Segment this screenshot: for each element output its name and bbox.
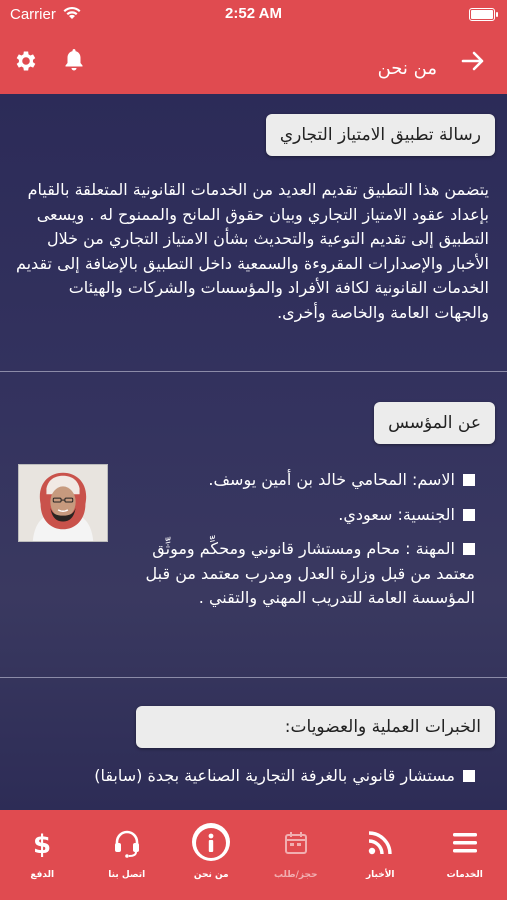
tab-label: حجز/طلب xyxy=(273,870,318,880)
tab-bar xyxy=(0,810,507,900)
nav-bar xyxy=(0,30,507,94)
tab-payment[interactable] xyxy=(0,810,85,900)
headset-icon xyxy=(112,828,142,858)
square-bullet-icon xyxy=(463,770,475,782)
square-bullet-icon xyxy=(463,543,475,555)
clock: 2:52 AM xyxy=(225,5,282,22)
bell-icon[interactable] xyxy=(62,47,86,73)
tab-about[interactable] xyxy=(169,810,254,900)
message-heading: رسالة تطبيق الامتياز التجاري xyxy=(266,114,495,156)
tab-label: الأخبار xyxy=(365,870,395,880)
menu-icon xyxy=(450,828,480,858)
list-item: الاسم: المحامي خالد بن أمين يوسف. xyxy=(125,468,475,493)
svg-text:$: $ xyxy=(33,830,52,858)
founder-heading: عن المؤسس xyxy=(374,402,495,444)
gear-icon[interactable] xyxy=(13,48,39,74)
back-arrow-icon[interactable] xyxy=(459,47,487,75)
tab-label: اتصل بنا xyxy=(108,870,146,880)
founder-section xyxy=(0,372,507,678)
tab-label: من نحن xyxy=(193,870,229,880)
list-item: الجنسية: سعودي. xyxy=(125,503,475,528)
carrier-label: Carrier xyxy=(10,6,56,23)
content-scroll[interactable] xyxy=(0,94,507,810)
status-bar xyxy=(0,0,507,30)
square-bullet-icon xyxy=(463,474,475,486)
info-icon xyxy=(195,827,227,859)
founder-info-list xyxy=(125,468,475,621)
page-title: من نحن xyxy=(377,58,437,79)
experience-section xyxy=(0,678,507,810)
experience-heading: الخبرات العملية والعضويات: xyxy=(136,706,495,748)
message-section xyxy=(0,94,507,372)
square-bullet-icon xyxy=(463,509,475,521)
tab-label: الخدمات xyxy=(446,870,483,880)
tab-label: الدفع xyxy=(30,870,55,880)
tab-contact[interactable] xyxy=(85,810,170,900)
list-item: مستشار قانوني بالغرفة التجارية الصناعية بجدة (سابقا) xyxy=(5,764,475,792)
list-item: المهنة : محام ومستشار قانوني ومحكِّم وموثِّق معتمد من قبل وزارة العدل ومدرب معتمد من قبل المؤسسة العامة للتدريب المهني والتقني . xyxy=(145,539,475,607)
tab-news[interactable] xyxy=(338,810,423,900)
founder-photo xyxy=(18,464,108,542)
tab-booking[interactable] xyxy=(254,810,339,900)
tab-services[interactable] xyxy=(423,810,507,900)
dollar-icon xyxy=(27,828,57,858)
message-body: يتضمن هذا التطبيق تقديم العديد من الخدمات القانونية المتعلقة بالقيام بإعداد عقود الامتياز التجاري وبيان حقوق المانح والممنوح له . ويسعى التطبيق إلى تقديم التوعية والتحديث بشأن الامتياز التجاري من خلال الأخبار والإصدارات المقروءة والسمعية داخل التطبيق بالإضافة إلى تقديم الخدمات القانونية لكافة الأفراد والمؤسسات والشركات والهيئات والجهات العامة والخاصة وأخرى. xyxy=(15,180,489,322)
battery-icon xyxy=(469,8,495,21)
rss-icon xyxy=(365,828,395,858)
calendar-icon xyxy=(281,828,311,858)
